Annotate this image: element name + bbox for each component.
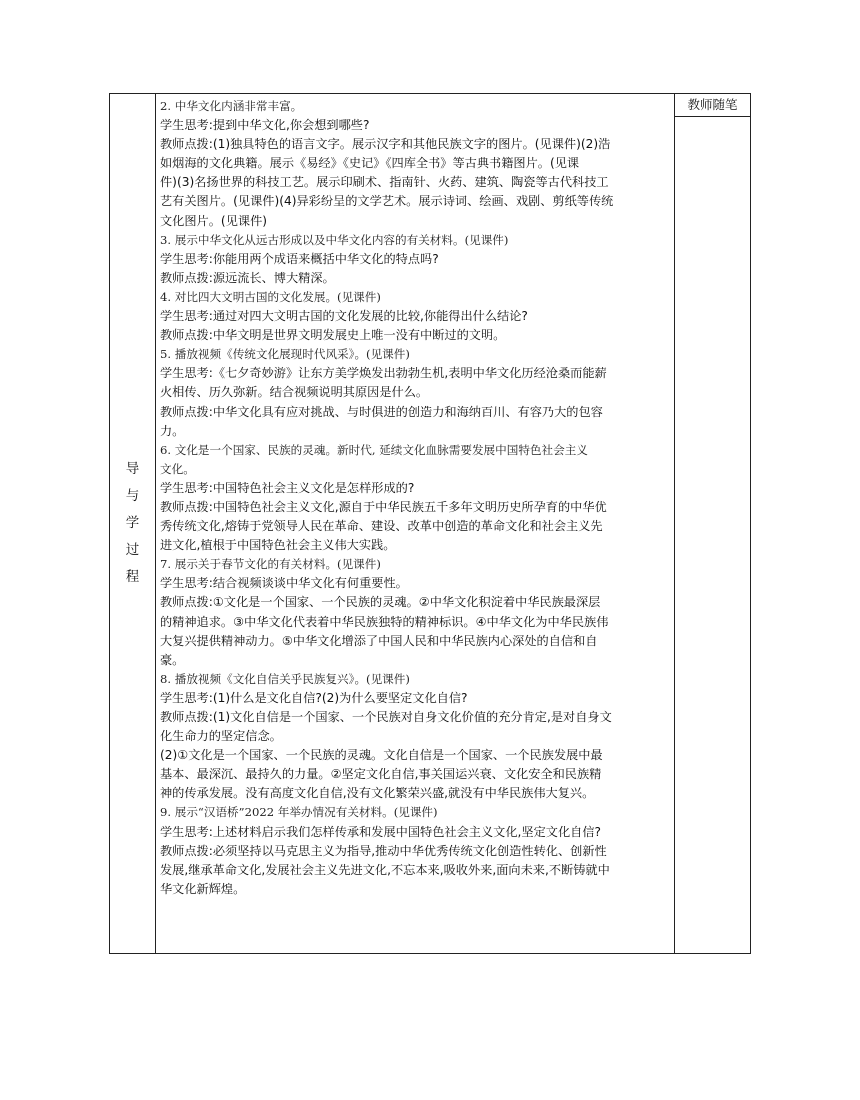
section-label-char: 过 [125, 542, 140, 558]
section-label [110, 94, 155, 953]
content-line: 的精神追求。③中华文化代表着中华民族独特的精神标识。④中华文化为中华民族伟 [160, 614, 609, 629]
content-line: 教师点拨:中华文化具有应对挑战、与时俱进的创造力和海纳百川、有容乃大的包容 [160, 404, 603, 419]
content-line: 学生思考:《七夕奇妙游》让东方美学焕发出勃勃生机,表明中华文化历经沧桑而能薪 [160, 366, 607, 381]
content-line: 发展,继承革命文化,发展社会主义先进文化,不忘本来,吸收外来,面向未来,不断铸就中 [160, 862, 610, 877]
content-line: 8. 播放视频《文化自信关乎民族复兴》。(见课件) [160, 671, 410, 686]
content-line: 教师点拨:源远流长、博大精深。 [160, 270, 335, 285]
content-line: 教师点拨:中国特色社会主义文化,源自于中华民族五千多年文明历史所孕育的中华优 [160, 499, 607, 514]
section-label-char: 程 [125, 569, 140, 585]
section-label-char: 导 [125, 461, 140, 477]
content-line: 文化。 [160, 461, 195, 476]
content-line: 学生思考:结合视频谈谈中华文化有何重要性。 [160, 576, 408, 591]
content-line: 豪。 [160, 652, 185, 667]
content-line: 学生思考:中国特色社会主义文化是怎样形成的? [160, 480, 415, 495]
teacher-notes-header: 教师随笔 [687, 97, 738, 112]
column-divider-left [155, 94, 156, 953]
section-label-char: 与 [125, 488, 140, 504]
content-line: 化生命力的坚定信念。 [160, 729, 282, 744]
content-line: 秀传统文化,熔铸于党领导人民在革命、建设、改革中创造的革命文化和社会主义先 [160, 519, 603, 534]
content-line: 6. 文化是一个国家、民族的灵魂。新时代, 延续文化血脉需要发展中国特色社会主义 [160, 442, 588, 457]
content-line: 学生思考:你能用两个成语来概括中华文化的特点吗? [160, 251, 439, 266]
content-line: 基本、最深沉、最持久的力量。②坚定文化自信,事关国运兴衰、文化安全和民族精 [160, 767, 602, 782]
content-line: 学生思考:上述材料启示我们怎样传承和发展中国特色社会主义文化,坚定文化自信? [160, 824, 602, 839]
column-divider-right [674, 94, 675, 953]
content-line: 5. 播放视频《传统文化展现时代风采》。(见课件) [160, 347, 410, 362]
content-line: 神的传承发展。没有高度文化自信,没有文化繁荣兴盛,就没有中华民族伟大复兴。 [160, 786, 595, 801]
content-line: 教师点拨:必须坚持以马克思主义为指导,推动中华优秀传统文化创造性转化、创新性 [160, 843, 607, 858]
content-line: 文化图片。(见课件) [160, 213, 268, 228]
content-line: (2)①文化是一个国家、一个民族的灵魂。文化自信是一个国家、一个民族发展中最 [160, 748, 603, 763]
content-line: 火相传、历久弥新。结合视频说明其原因是什么。 [160, 385, 429, 400]
lesson-table [109, 93, 751, 954]
content-line: 艺有关图片。(见课件)(4)异彩纷呈的文学艺术。展示诗词、绘画、戏剧、剪纸等传统 [160, 194, 614, 209]
content-line: 大复兴提供精神动力。⑤中华文化增添了中国人民和中华民族内心深处的自信和自 [160, 633, 598, 648]
content-line: 件)(3)名扬世界的科技工艺。展示印刷术、指南针、火药、建筑、陶瓷等古代科技工 [160, 175, 609, 190]
content-line: 4. 对比四大文明古国的文化发展。(见课件) [160, 289, 381, 304]
content-line: 力。 [160, 423, 185, 438]
content-line: 教师点拨:中华文明是世界文明发展史上唯一没有中断过的文明。 [160, 328, 506, 343]
content-line: 2. 中华文化内涵非常丰富。 [160, 99, 303, 113]
content-line: 华文化新辉煌。 [160, 881, 246, 896]
content-line: 学生思考:通过对四大文明古国的文化发展的比较,你能得出什么结论? [160, 309, 528, 324]
content-line: 教师点拨:(1)独具特色的语言文字。展示汉字和其他民族文字的图片。(见课件)(2)浩 [160, 137, 611, 152]
lesson-content [160, 97, 672, 899]
section-label-char: 学 [125, 515, 140, 531]
content-line: 进文化,植根于中国特色社会主义伟大实践。 [160, 538, 396, 553]
content-line: 7. 展示关于春节文化的有关材料。(见课件) [160, 557, 381, 572]
content-line: 9. 展示“汉语桥”2022 年举办情况有关材料。(见课件) [160, 805, 438, 820]
content-line: 教师点拨:①文化是一个国家、一个民族的灵魂。②中华文化积淀着中华民族最深层 [160, 595, 601, 610]
notes-header-divider [675, 116, 750, 117]
content-line: 如烟海的文化典籍。展示《易经》《史记》《四库全书》等古典书籍图片。(见课 [160, 156, 580, 171]
content-line: 学生思考:(1)什么是文化自信?(2)为什么要坚定文化自信? [160, 690, 468, 705]
content-line: 教师点拨:(1)文化自信是一个国家、一个民族对自身文化价值的充分肯定,是对自身文 [160, 710, 612, 724]
content-line: 学生思考:提到中华文化,你会想到哪些? [160, 118, 370, 133]
content-line: 3. 展示中华文化从远古形成以及中华文化内容的有关材料。(见课件) [160, 232, 509, 247]
